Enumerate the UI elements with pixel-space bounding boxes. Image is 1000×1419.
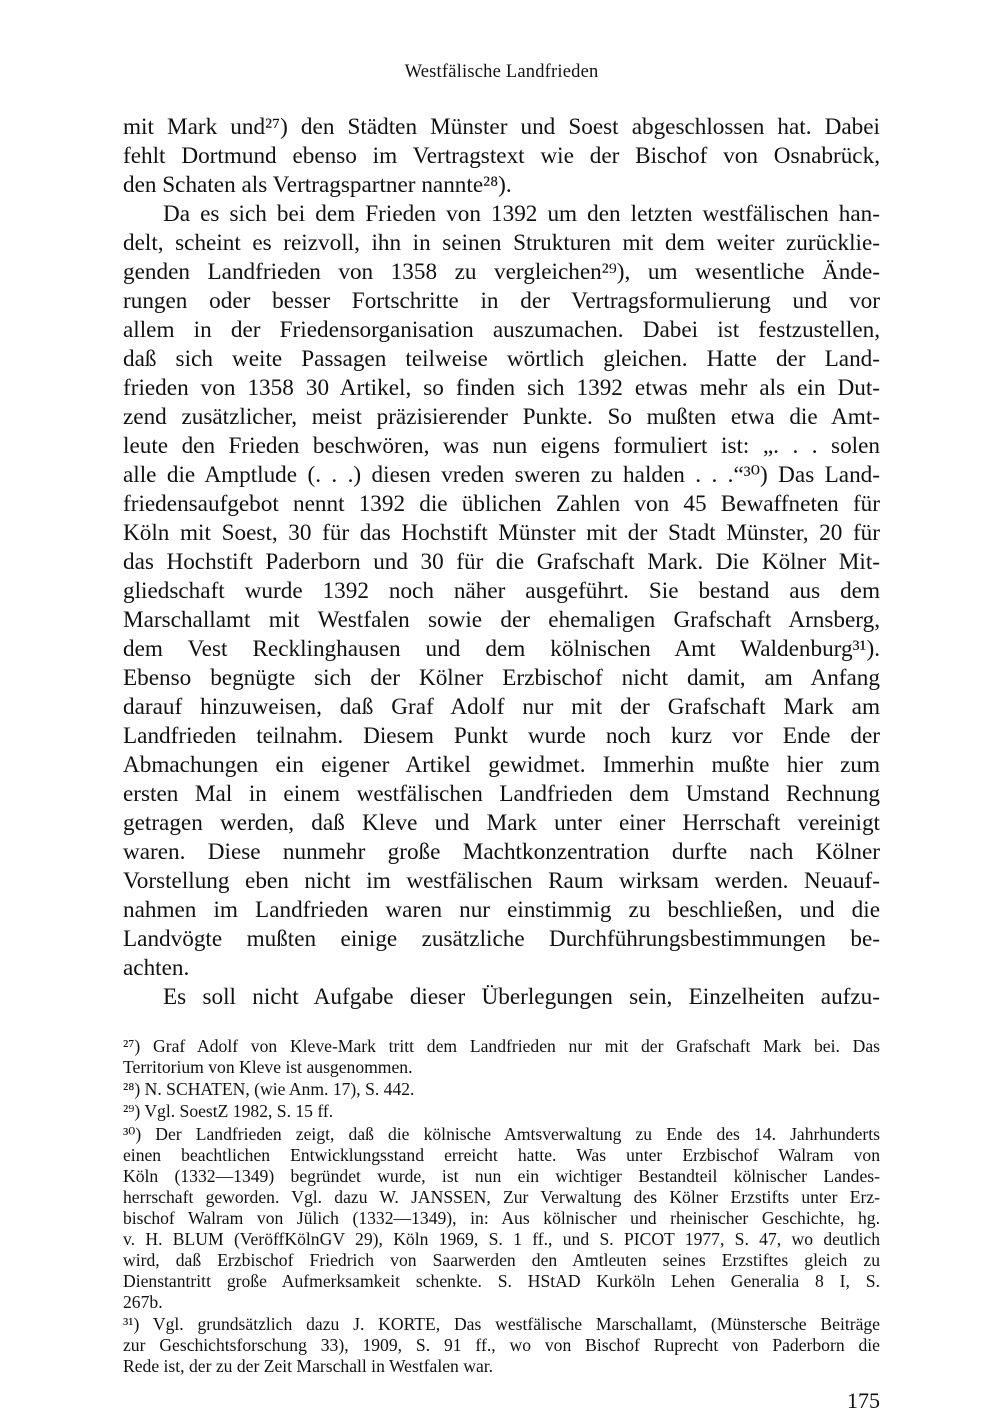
footnote-line: Rede ist, der zu der Zeit Marschall in Westfalen war.	[123, 1356, 494, 1376]
footnote-line: ²⁹) Vgl. SoestZ 1982, S. 15 ff.	[123, 1101, 334, 1121]
footnote-line: zur Geschichtsforschung 33), 1909, S. 91 ff., wo von Bischof Ruprecht von Paderborn die	[123, 1335, 880, 1355]
text-line: alle die Amptlude (. . .) diesen vreden sweren zu halden . . .“³⁰) Das Land-	[123, 462, 880, 488]
text-line: friedensaufgebot nennt 1392 die üblichen Zahlen von 45 Bewaffneten für	[123, 491, 880, 517]
text-line: waren. Diese nunmehr große Machtkonzentration durfte nach Kölner	[123, 839, 880, 865]
text-line: darauf hinzuweisen, daß Graf Adolf nur mit der Grafschaft Mark am	[123, 694, 880, 720]
footnote-line: Köln (1332—1349) begründet wurde, ist nun ein wichtiger Bestandteil kölnischer Landes-	[123, 1166, 880, 1186]
footnote-line: ²⁸) N. SCHATEN, (wie Anm. 17), S. 442.	[123, 1079, 415, 1099]
text-line: Köln mit Soest, 30 für das Hochstift Münster mit der Stadt Münster, 20 für	[123, 520, 880, 546]
text-line: allem in der Friedensorganisation auszumachen. Dabei ist festzustellen,	[123, 317, 880, 343]
text-line: Abmachungen ein eigener Artikel gewidmet. Immerhin mußte hier zum	[123, 752, 880, 778]
text-line: fehlt Dortmund ebenso im Vertragstext wie der Bischof von Osnabrück,	[123, 143, 880, 169]
text-line: ersten Mal in einem westfälischen Landfrieden dem Umstand Rechnung	[123, 781, 880, 807]
footnote-line: Territorium von Kleve ist ausgenommen.	[123, 1057, 413, 1077]
footnote-line: 267b.	[123, 1292, 163, 1312]
footnote-line: herrschaft geworden. Vgl. dazu W. JANSSEN, Zur Verwaltung des Kölner Erzstifts unter Erz-	[123, 1187, 880, 1207]
footnote-line: ³¹) Vgl. grundsätzlich dazu J. KORTE, Das westfälische Marschallamt, (Münstersche Beiträge	[123, 1314, 880, 1334]
page-number: 175	[847, 1388, 880, 1413]
text-line: mit Mark und²⁷) den Städten Münster und Soest abgeschlossen hat. Dabei	[123, 114, 880, 140]
text-line: gliedschaft wurde 1392 noch näher ausgeführt. Sie bestand aus dem	[123, 578, 880, 604]
text-line: den Schaten als Vertragspartner nannte²⁸).	[123, 172, 512, 198]
text-line: daß sich weite Passagen teilweise wörtlich gleichen. Hatte der Land-	[123, 346, 880, 372]
text-line: das Hochstift Paderborn und 30 für die Grafschaft Mark. Die Kölner Mit-	[123, 549, 880, 575]
text-line: Landvögte mußten einige zusätzliche Durchführungsbestimmungen be-	[123, 926, 880, 952]
footnote-line: v. H. BLUM (VeröffKölnGV 29), Köln 1969, S. 1 ff., und S. PICOT 1977, S. 47, wo deutlich	[123, 1229, 880, 1249]
text-line: Da es sich bei dem Frieden von 1392 um den letzten westfälischen han-	[163, 201, 880, 227]
text-line: genden Landfrieden von 1358 zu vergleichen²⁹), um wesentliche Ände-	[123, 259, 880, 285]
text-line: Vorstellung eben nicht im westfälischen Raum wirksam werden. Neuauf-	[123, 868, 880, 894]
text-line: leute den Frieden beschwören, was nun eigens formuliert ist: „. . . solen	[123, 433, 880, 459]
text-line: Es soll nicht Aufgabe dieser Überlegungen sein, Einzelheiten aufzu-	[163, 984, 880, 1010]
text-line: Landfrieden teilnahm. Diesem Punkt wurde noch kurz vor Ende der	[123, 723, 880, 749]
book-page	[123, 0, 880, 1419]
footnote-line: ³⁰) Der Landfrieden zeigt, daß die kölnische Amtsverwaltung zu Ende des 14. Jahrhunderts	[123, 1124, 880, 1144]
text-line: rungen oder besser Fortschritte in der Vertragsformulierung und vor	[123, 288, 880, 314]
footnote-line: einen beachtlichen Entwicklungsstand erreicht hatte. Was unter Erzbischof Walram von	[123, 1145, 880, 1165]
footnote-line: Dienstantritt große Aufmerksamkeit schenkte. S. HStAD Kurköln Lehen Generalia 8 I, S.	[123, 1271, 880, 1291]
text-line: delt, scheint es reizvoll, ihn in seinen Strukturen mit dem weiter zurücklie-	[123, 230, 880, 256]
running-head: Westfälische Landfrieden	[404, 62, 599, 82]
text-line: Ebenso begnügte sich der Kölner Erzbischof nicht damit, am Anfang	[123, 665, 880, 691]
text-line: achten.	[123, 955, 190, 981]
text-line: nahmen im Landfrieden waren nur einstimmig zu beschließen, und die	[123, 897, 880, 923]
text-line: dem Vest Recklinghausen und dem kölnischen Amt Waldenburg³¹).	[123, 636, 880, 662]
text-line: getragen werden, daß Kleve und Mark unter einer Herrschaft vereinigt	[123, 810, 880, 836]
text-line: zend zusätzlicher, meist präzisierender Punkte. So mußten etwa die Amt-	[123, 404, 880, 430]
footnote-line: bischof Walram von Jülich (1332—1349), in: Aus kölnischer und rheinischer Geschichte, hg.	[123, 1208, 880, 1228]
text-line: frieden von 1358 30 Artikel, so finden sich 1392 etwas mehr als ein Dut-	[123, 375, 880, 401]
text-line: Marschallamt mit Westfalen sowie der ehemaligen Grafschaft Arnsberg,	[123, 607, 880, 633]
footnote-line: ²⁷) Graf Adolf von Kleve-Mark tritt dem Landfrieden nur mit der Grafschaft Mark bei. Das	[123, 1036, 880, 1056]
footnote-line: wird, daß Erzbischof Friedrich von Saarwerden den Amtleuten seines Erzstiftes gleich zu	[123, 1250, 880, 1270]
